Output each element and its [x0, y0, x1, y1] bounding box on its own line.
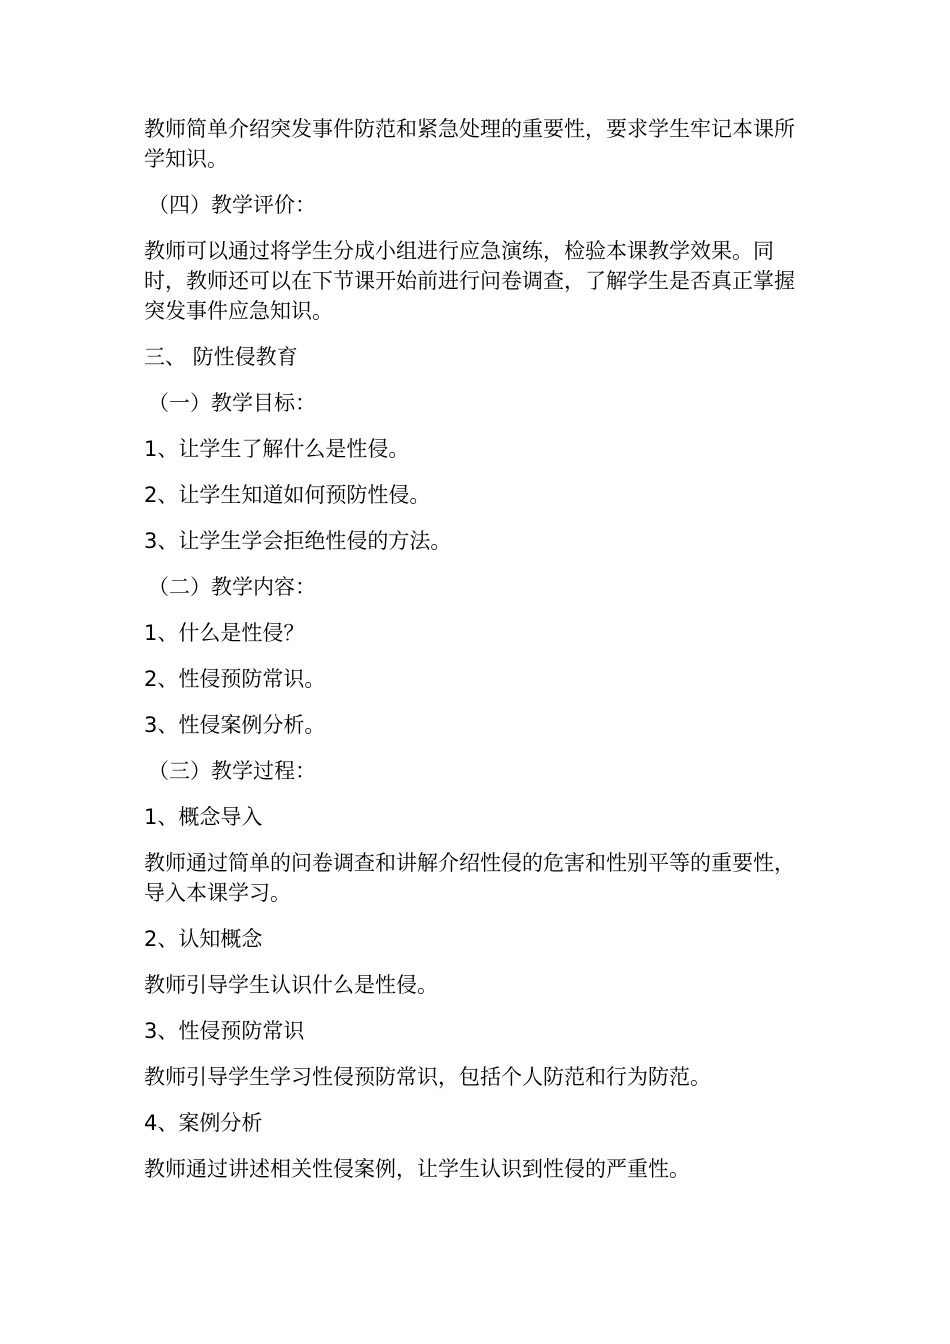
- heading-teaching-goals: （一）教学目标：: [148, 391, 316, 415]
- paragraph-evaluation: 教师可以通过将学生分成小组进行应急演练，检验本课教学效果。同时，教师还可以在下节课开始前进行问卷调查，了解学生是否真正掌握突发事件应急知识。: [144, 239, 795, 323]
- content-item-2: 2、性侵预防常识。: [144, 667, 326, 691]
- goal-item-3: 3、让学生学会拒绝性侵的方法。: [144, 529, 452, 553]
- heading-teaching-process: （三）教学过程：: [148, 759, 316, 783]
- heading-teaching-evaluation: （四）教学评价：: [148, 193, 316, 217]
- heading-teaching-content: （二）教学内容：: [148, 575, 316, 599]
- process-step-3-title: 3、性侵预防常识: [144, 1019, 305, 1043]
- process-step-2-text: 教师引导学生认识什么是性侵。: [144, 973, 438, 997]
- process-step-1-text: 教师通过简单的问卷调查和讲解介绍性侵的危害和性别平等的重要性，导入本课学习。: [144, 851, 795, 905]
- paragraph-intro-summary: 教师简单介绍突发事件防范和紧急处理的重要性，要求学生牢记本课所学知识。: [144, 117, 795, 171]
- content-item-1: 1、什么是性侵？: [144, 621, 305, 645]
- goal-item-2: 2、让学生知道如何预防性侵。: [144, 483, 431, 507]
- process-step-3-text: 教师引导学生学习性侵预防常识，包括个人防范和行为防范。: [144, 1065, 711, 1089]
- process-step-1-title: 1、概念导入: [144, 805, 263, 829]
- document-body: [144, 114, 804, 1200]
- process-step-2-title: 2、认知概念: [144, 927, 263, 951]
- process-step-4-title: 4、案例分析: [144, 1111, 263, 1135]
- goal-item-1: 1、让学生了解什么是性侵。: [144, 437, 410, 461]
- content-item-3: 3、性侵案例分析。: [144, 713, 326, 737]
- section-heading-anti-sexual-assault: 三、 防性侵教育: [144, 345, 298, 369]
- process-step-4-text: 教师通过讲述相关性侵案例，让学生认识到性侵的严重性。: [144, 1157, 690, 1181]
